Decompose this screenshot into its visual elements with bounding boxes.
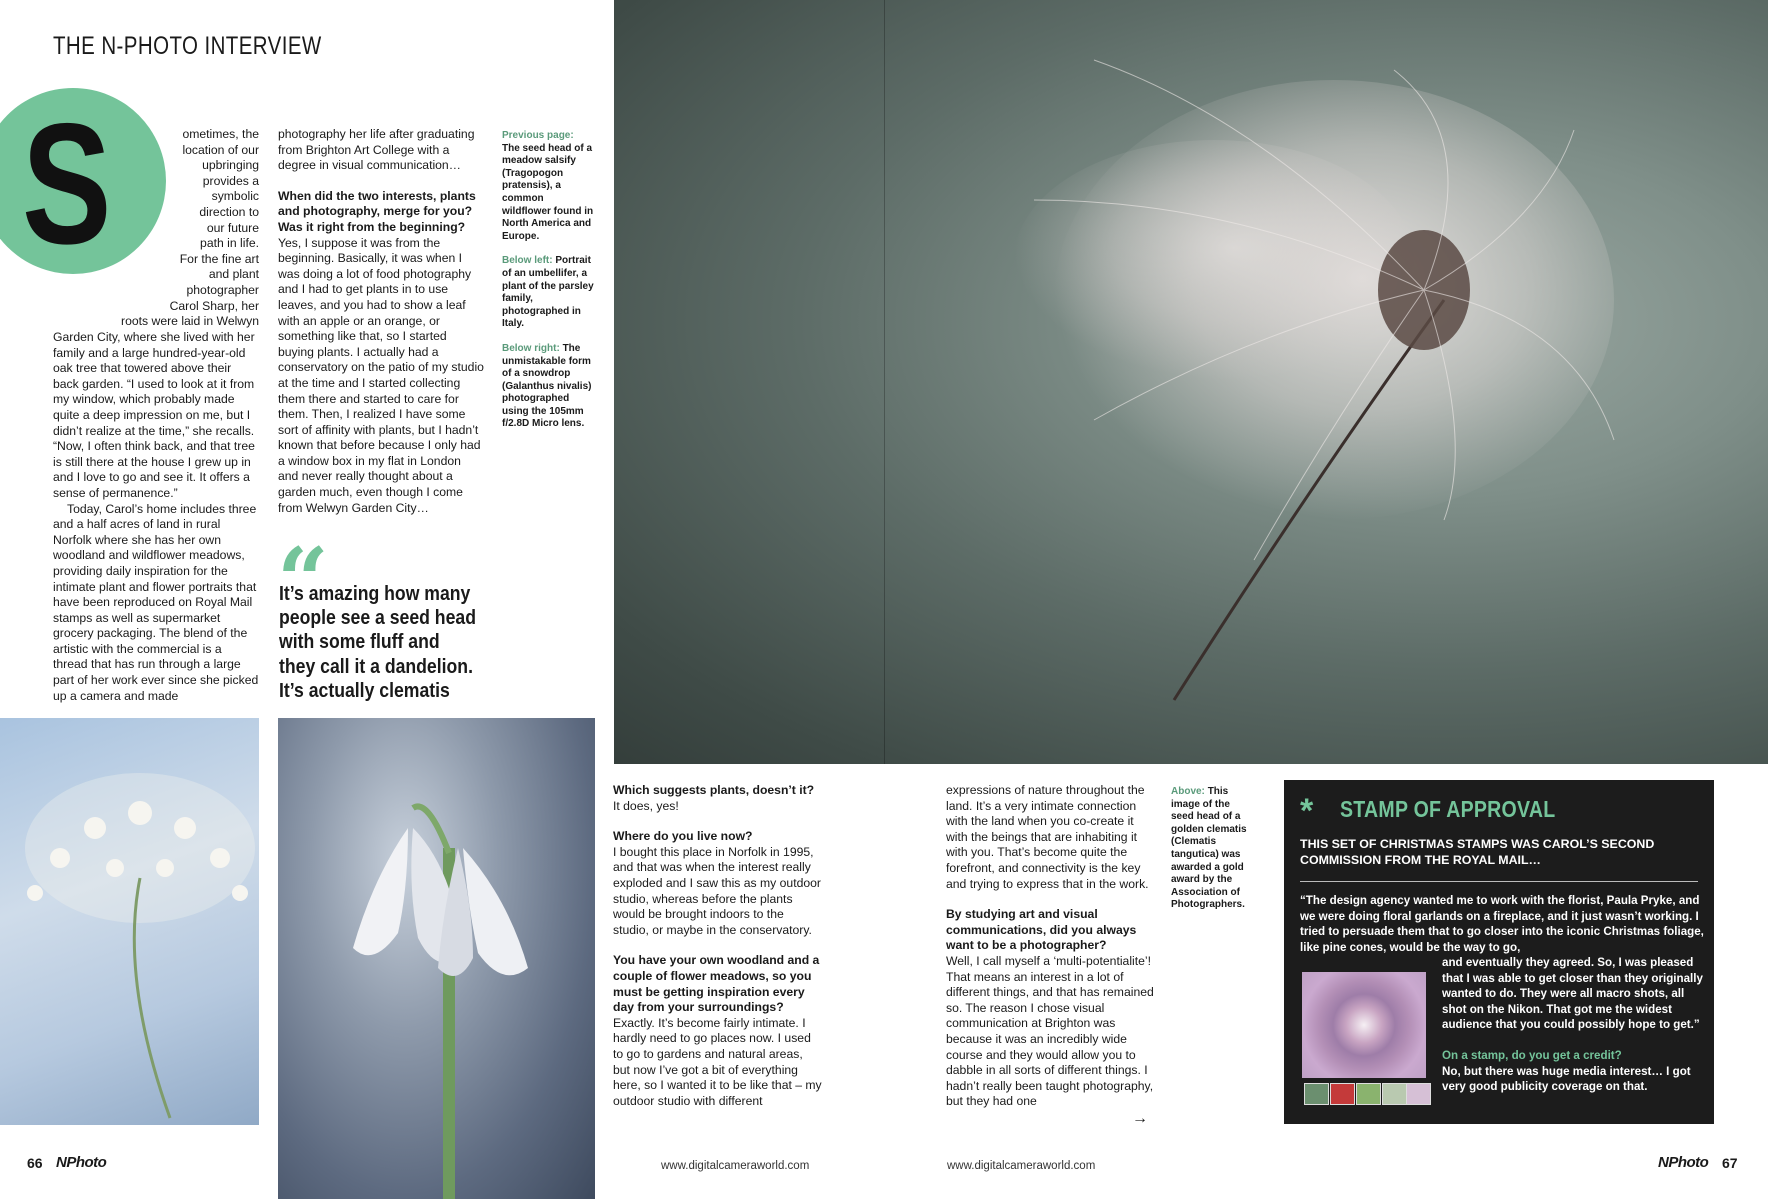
page-fold-line (884, 0, 885, 764)
stamp-thumbnail (1356, 1083, 1381, 1105)
col3-answer-1: It does, yes! (613, 798, 679, 813)
continue-arrow-icon: → (1132, 1110, 1148, 1127)
pine-cone-stamp-image (1302, 972, 1426, 1078)
brand-logo-left: NPhoto (56, 1154, 107, 1171)
clematis-seed-head-photo (614, 0, 1768, 764)
col1-intro-line: photographer (186, 282, 259, 297)
col1-intro-line: Carol Sharp, her (169, 298, 259, 313)
asterisk-icon: * (1300, 792, 1314, 830)
column-2 (278, 127, 484, 516)
col1-intro-line: ometimes, the (182, 127, 259, 141)
quote-mark-icon: “ (277, 528, 329, 634)
dropcap-letter: S (22, 88, 112, 280)
box-divider (1300, 881, 1698, 882)
page-number-left: 66 (27, 1155, 43, 1171)
column-4 (946, 783, 1154, 1110)
col4-paragraph: expressions of nature throughout the land. It’s a very intimate connection with the land when you co-create it with the beings that are inhabiting it with you. That’s become quite the forefront, and connectivity is the key and trying to express that in the work. (946, 783, 1149, 891)
col3-answer-2: I bought this place in Norfolk in 1995, and that was when the interest really exploded and I saw this as my outdoor studio, whereas before the plants would be brought indoors to the studio, or maybe in the conservatory. (613, 844, 821, 937)
box-quote: “The design agency wanted me to work with the florist, Paula Pryke, and we were doing floral garlands on a fireplace, and it just wasn’t working. I tried to persuade them that to go closer into the iconic Christmas foliage, like pine cones, would be the way to go, (1300, 894, 1704, 954)
stamp-of-approval-box (1284, 780, 1714, 1124)
col1-intro-line: provides a (202, 173, 259, 188)
column-1-intro (53, 127, 259, 330)
col3-question-2: Where do you live now? (613, 829, 753, 844)
col1-paragraph-1: Garden City, where she lived with her family and a large hundred-year-old oak tree that towered above their back garden. “I used to look at it from my window, which probably made quite a deep impression on me, but I didn’t realize at the time,” she recalls. “Now, I often think back, and that tree is still there at the house I grew up in and I love to go and see it. It offers a sense of permanence.” (53, 330, 255, 500)
stamp-thumbnail (1382, 1083, 1407, 1105)
box-subtitle: THIS SET OF CHRISTMAS STAMPS WAS CAROL’S SECOND COMMISSION FROM THE ROYAL MAIL… (1300, 837, 1655, 867)
col1-intro-line: direction to (199, 204, 259, 219)
box-quote-continued: and eventually they agreed. So, I was pleased that I was able to get closer than they originally wanted to do. They were all macro shots, all shot on the Nikon. That got me the widest audience that you could possibly hope to get.” On a stamp, do you get a credit? No, but there was huge media interest… I got very good publicity coverage on that. (1442, 956, 1703, 1094)
umbellifer-photo (0, 718, 259, 1125)
caption-previous-page: Previous page: The seed head of a meadow salsify (Tragopogon pratensis), a common wildflower found in North America and Europe. (502, 130, 594, 242)
stamp-thumbnail (1304, 1083, 1329, 1105)
section-header: THE N-PHOTO INTERVIEW (53, 32, 322, 60)
col3-answer-3: Exactly. It’s become fairly intimate. I hardly need to go places now. I used to go to gardens and natural areas, but now I’ve got a bit of everything here, so I wanted it to be like that – my outdoor studio with different (613, 1015, 822, 1108)
stamp-thumbnail (1406, 1083, 1431, 1105)
col1-intro-line: roots were laid in Welwyn (121, 314, 259, 329)
col4-question: By studying art and visual communications, did you always want to be a photographer? (946, 907, 1137, 953)
col4-answer: Well, I call myself a ‘multi-potentialite’! That means an interest in a lot of different things, and that has remained so. The reason I chose visual communication at Brighton was because it was an incredibly wide course and they would allow you to dabble in all sorts of different things. I hadn’t really been taught photography, but they had one (946, 953, 1154, 1109)
column-3 (613, 783, 823, 1109)
col1-intro-line: path in life. (200, 236, 259, 251)
col1-intro-line: our future (206, 220, 259, 235)
snowdrop-photo (278, 718, 595, 1199)
column-1-body (53, 330, 259, 704)
col2-paragraph: photography her life after graduating from Brighton Art College with a degree in visual communication… (278, 127, 475, 173)
col3-question-1: Which suggests plants, doesn’t it? (613, 783, 815, 797)
caption-below-right: Below right: The unmistakable form of a snowdrop (Galanthus nivalis) photographed using the 105mm f/2.8D Micro lens. (502, 342, 592, 430)
col2-answer: Yes, I suppose it was from the beginning. Basically, it was when I was doing a lot of food photography and I had to get plants in to use leaves, and you had to show a leaf with an apple or an orange, or something like that, so I started buying plants. I actually had a conservatory on the patio of my studio at the time and I started collecting them there and started to care for them. Then, I realized I have some sort of affinity with plants, but I hadn’t known that before because I only had a window box in my flat in London and never really thought about a garden much, even though I come from Welwyn Garden City… (278, 235, 484, 515)
col1-intro-line: and plant (208, 267, 259, 282)
caption-above: Above: This image of the seed head of a golden clematis (Clematis tangutica) was awarded a gold award by the Association of Photographers. (1171, 786, 1247, 911)
col1-intro-line: location of our (182, 142, 259, 157)
box-title: STAMP OF APPROVAL (1340, 796, 1556, 822)
col3-question-3: You have your own woodland and a couple of flower meadows, so you must be getting inspiration every day from your surroundings? (613, 953, 820, 1015)
page-number-right: 67 (1722, 1155, 1738, 1171)
col1-intro-line: upbringing (202, 158, 259, 173)
box-answer: No, but there was huge media interest… I got very good publicity coverage on that. (1442, 1064, 1691, 1094)
captions-left (502, 130, 594, 443)
pull-quote: It’s amazing how many people see a seed head with some fluff and they call it a dandelion. It’s actually clematis (279, 582, 476, 702)
col1-paragraph-2: Today, Carol’s home includes three and a half acres of land in rural Norfolk where she has her own woodland and wildflower meadows, providing daily inspiration for the intimate plant and flower portraits that have been reproduced on Royal Mail stamps as well as supermarket grocery packaging. The blend of the artistic with the commercial is a thread that has run through a large part of her work ever since she picked up a camera and made (53, 501, 259, 703)
col1-intro-line: symbolic (211, 189, 259, 204)
caption-below-left: Below left: Portrait of an umbellifer, a plant of the parsley family, photographed in Italy. (502, 255, 594, 330)
box-question: On a stamp, do you get a credit? (1442, 1048, 1622, 1062)
footer-url-right: www.digitalcameraworld.com (947, 1160, 1096, 1172)
brand-logo-right: NPhoto (1658, 1154, 1709, 1171)
col2-question: When did the two interests, plants and photography, merge for you? Was it right from the beginning? (278, 188, 476, 234)
footer-url-left: www.digitalcameraworld.com (661, 1160, 810, 1172)
col1-intro-line: For the fine art (179, 251, 259, 266)
stamp-thumbnail (1330, 1083, 1355, 1105)
